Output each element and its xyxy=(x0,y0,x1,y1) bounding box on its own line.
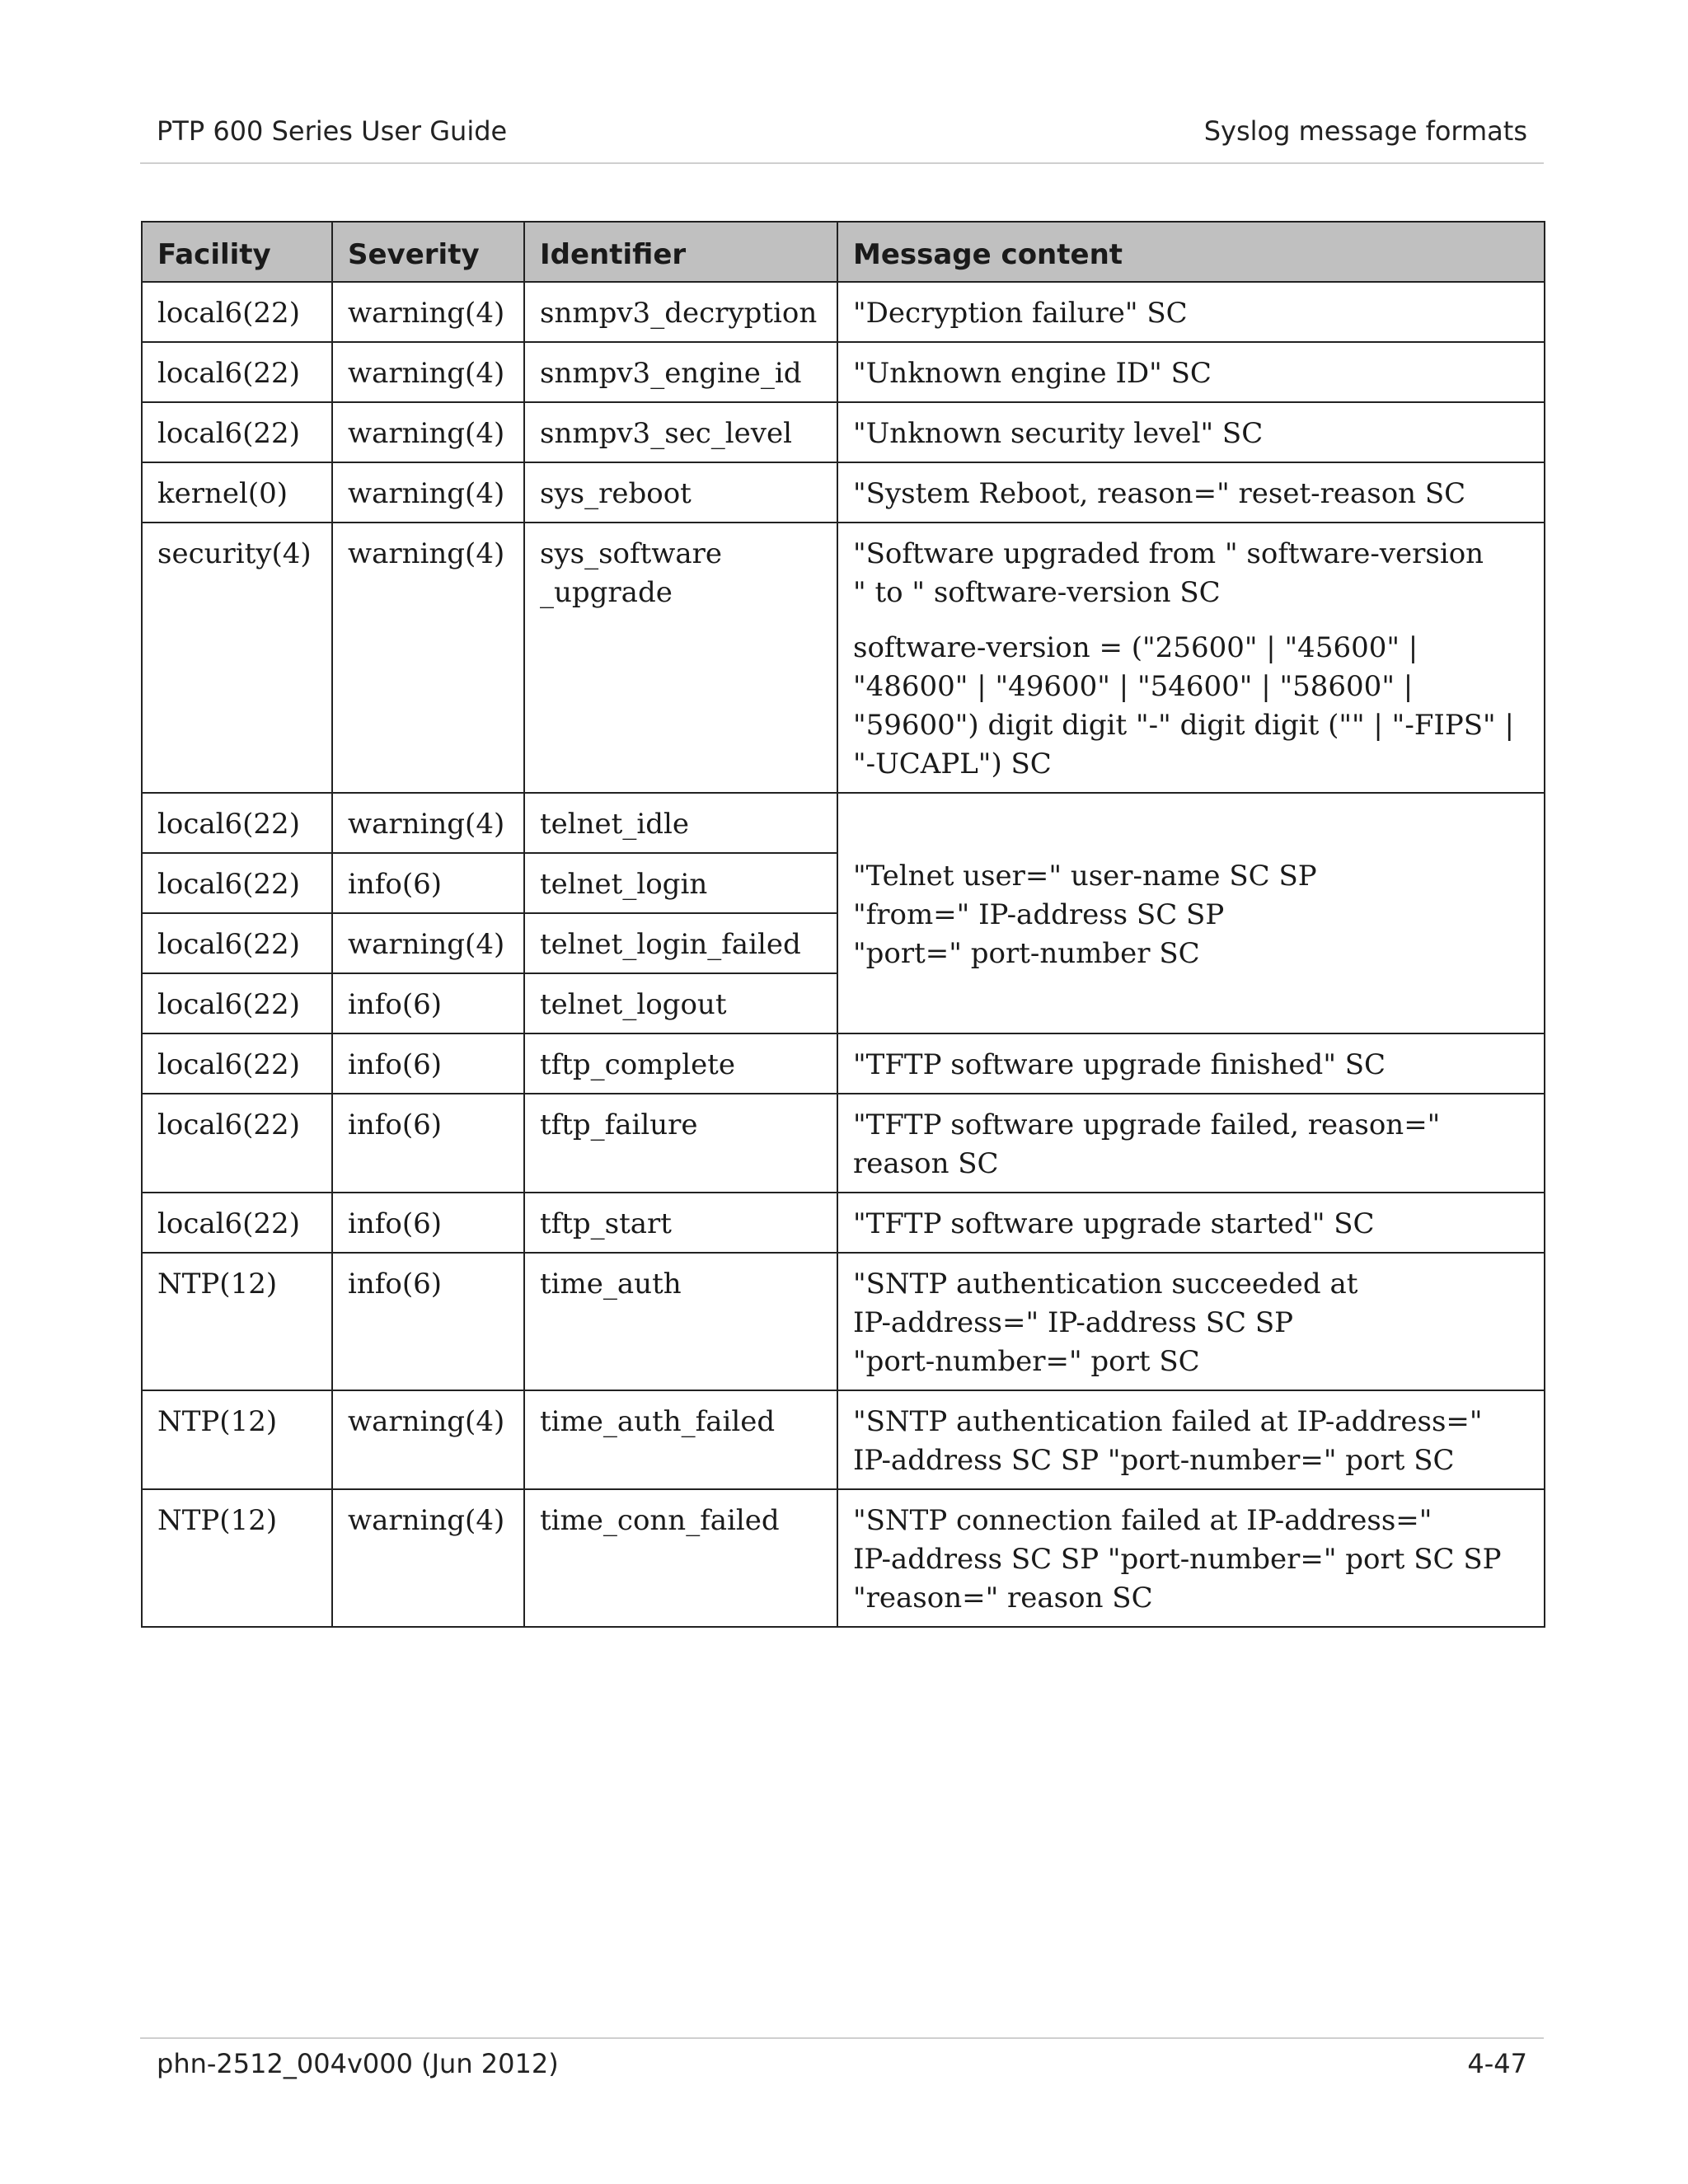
facility-cell: local6(22) xyxy=(142,853,332,913)
facility-cell: local6(22) xyxy=(142,973,332,1033)
table-row xyxy=(142,1193,1545,1253)
identifier-cell: time_conn_failed xyxy=(524,1489,837,1627)
message-cell: "TFTP software upgrade finished" SC xyxy=(837,1033,1545,1094)
identifier-cell: snmpv3_sec_level xyxy=(524,402,837,462)
message-cell: "System Reboot, reason=" reset-reason SC xyxy=(837,462,1545,523)
document-id: phn-2512_004v000 (Jun 2012) xyxy=(157,2048,559,2079)
severity-cell: warning(4) xyxy=(332,1489,524,1627)
message-cell: "TFTP software upgrade failed, reason=" reason SC xyxy=(837,1094,1545,1193)
table-row xyxy=(142,523,1545,793)
message-definition: software-version = ("25600" | "45600" | "48600" | "49600" | "54600" | "58600" | "59600") digit digit "-" digit digit ("" | "-FIPS" | "-UCAPL") SC xyxy=(853,631,1514,780)
table-row xyxy=(142,793,1545,853)
identifier-cell: snmpv3_engine_id xyxy=(524,342,837,402)
facility-cell: NTP(12) xyxy=(142,1390,332,1489)
identifier-cell: tftp_complete xyxy=(524,1033,837,1094)
severity-cell: warning(4) xyxy=(332,913,524,973)
severity-cell: info(6) xyxy=(332,1253,524,1390)
severity-cell: info(6) xyxy=(332,853,524,913)
identifier-cell: time_auth_failed xyxy=(524,1390,837,1489)
facility-cell: local6(22) xyxy=(142,1094,332,1193)
severity-cell: warning(4) xyxy=(332,462,524,523)
table-row xyxy=(142,1094,1545,1193)
identifier-cell: sys_reboot xyxy=(524,462,837,523)
message-cell: "TFTP software upgrade started" SC xyxy=(837,1193,1545,1253)
table-row xyxy=(142,1489,1545,1627)
table-row xyxy=(142,1253,1545,1390)
message-cell: "Unknown engine ID" SC xyxy=(837,342,1545,402)
identifier-cell: snmpv3_decryption xyxy=(524,282,837,342)
identifier-cell: time_auth xyxy=(524,1253,837,1390)
footer-divider xyxy=(140,2037,1544,2039)
message-cell: "SNTP authentication succeeded at IP-address=" IP-address SC SP "port-number=" port SC xyxy=(837,1253,1545,1390)
table-row xyxy=(142,282,1545,342)
severity-cell: info(6) xyxy=(332,1094,524,1193)
facility-cell: NTP(12) xyxy=(142,1489,332,1627)
message-cell: "Decryption failure" SC xyxy=(837,282,1545,342)
table-row xyxy=(142,342,1545,402)
facility-cell: kernel(0) xyxy=(142,462,332,523)
column-header-severity: Severity xyxy=(332,222,524,282)
table-row xyxy=(142,402,1545,462)
identifier-cell: telnet_idle xyxy=(524,793,837,853)
document-title: PTP 600 Series User Guide xyxy=(157,115,508,147)
identifier-cell: tftp_failure xyxy=(524,1094,837,1193)
identifier-cell: telnet_logout xyxy=(524,973,837,1033)
section-title: Syslog message formats xyxy=(1203,115,1527,147)
facility-cell: local6(22) xyxy=(142,913,332,973)
severity-cell: warning(4) xyxy=(332,402,524,462)
identifier-cell: tftp_start xyxy=(524,1193,837,1253)
severity-cell: warning(4) xyxy=(332,793,524,853)
message-text: "Software upgraded from " software-version " to " software-version SC xyxy=(853,537,1484,609)
severity-cell: info(6) xyxy=(332,1033,524,1094)
syslog-table xyxy=(141,221,1545,1628)
message-cell: "SNTP connection failed at IP-address=" IP-address SC SP "port-number=" port SC SP "reason=" reason SC xyxy=(837,1489,1545,1627)
severity-cell: info(6) xyxy=(332,1193,524,1253)
facility-cell: security(4) xyxy=(142,523,332,793)
message-cell: "SNTP authentication failed at IP-address=" IP-address SC SP "port-number=" port SC xyxy=(837,1390,1545,1489)
header-divider xyxy=(140,162,1544,164)
facility-cell: local6(22) xyxy=(142,402,332,462)
identifier-cell: telnet_login xyxy=(524,853,837,913)
page-number: 4-47 xyxy=(1467,2048,1527,2079)
table-header-row xyxy=(142,222,1545,282)
column-header-facility: Facility xyxy=(142,222,332,282)
severity-cell: info(6) xyxy=(332,973,524,1033)
facility-cell: local6(22) xyxy=(142,342,332,402)
facility-cell: NTP(12) xyxy=(142,1253,332,1390)
severity-cell: warning(4) xyxy=(332,523,524,793)
severity-cell: warning(4) xyxy=(332,1390,524,1489)
table-row xyxy=(142,1390,1545,1489)
facility-cell: local6(22) xyxy=(142,282,332,342)
facility-cell: local6(22) xyxy=(142,1033,332,1094)
message-cell-telnet: "Telnet user=" user-name SC SP "from=" IP-address SC SP "port=" port-number SC xyxy=(837,793,1545,1033)
message-cell: "Unknown security level" SC xyxy=(837,402,1545,462)
severity-cell: warning(4) xyxy=(332,342,524,402)
severity-cell: warning(4) xyxy=(332,282,524,342)
message-cell xyxy=(837,523,1545,793)
column-header-identifier: Identifier xyxy=(524,222,837,282)
facility-cell: local6(22) xyxy=(142,1193,332,1253)
table-row xyxy=(142,1033,1545,1094)
identifier-cell: telnet_login_failed xyxy=(524,913,837,973)
identifier-cell: sys_software _upgrade xyxy=(524,523,837,793)
table-row xyxy=(142,462,1545,523)
facility-cell: local6(22) xyxy=(142,793,332,853)
column-header-message: Message content xyxy=(837,222,1545,282)
